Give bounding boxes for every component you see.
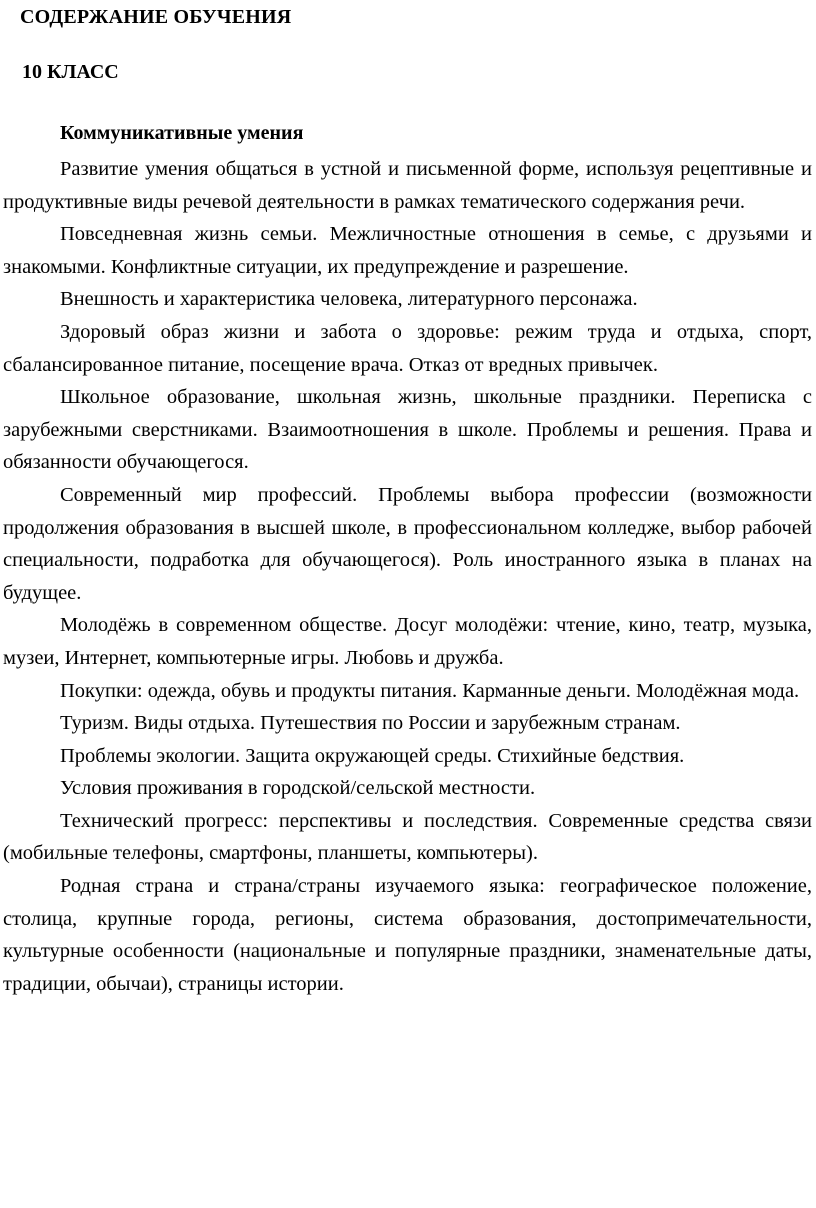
paragraph-shopping: Покупки: одежда, обувь и продукты питания. Карманные деньги. Молодёжная мода. [60, 679, 800, 702]
paragraph-youth: Молодёжь в современном обществе. Досуг молодёжи: чтение, кино, театр, музыка, музеи, Интернет, компьютерные игры. Любовь и дружба. [3, 614, 812, 669]
paragraph-professions: Современный мир профессий. Проблемы выбора профессии (возможности продолжения образования в высшей школе, в профессиональном колледже, выбор рабочей специальности, подработка для обучающегося). Роль иностранного языка в планах на будущее. [3, 483, 812, 604]
paragraph-school-education: Школьное образование, школьная жизнь, школьные праздники. Переписка с зарубежными сверстниками. Взаимоотношения в школе. Проблемы и решения. Права и обязанности обучающегося. [3, 386, 812, 474]
paragraph-healthy-lifestyle: Здоровый образ жизни и забота о здоровье: режим труда и отдыха, спорт, сбалансированное питание, посещение врача. Отказ от вредных привычек. [3, 320, 812, 376]
paragraph-ecology: Проблемы экологии. Защита окружающей среды. Стихийные бедствия. [60, 744, 685, 767]
grade-heading: 10 КЛАСС [22, 61, 119, 83]
document-title: СОДЕРЖАНИЕ ОБУЧЕНИЯ [20, 6, 292, 28]
body-text [3, 153, 812, 1000]
paragraph-family-life: Повседневная жизнь семьи. Межличностные отношения в семье, с друзьями и знакомыми. Конфликтные ситуации, их предупреждение и разрешение. [3, 223, 812, 278]
paragraph-tourism: Туризм. Виды отдыха. Путешествия по России и зарубежным странам. [60, 712, 681, 735]
paragraph-appearance: Внешность и характеристика человека, литературного персонажа. [60, 288, 638, 311]
section-heading: Коммуникативные умения [60, 122, 304, 144]
paragraph-technical-progress: Технический прогресс: перспективы и последствия. Современные средства связи (мобильные телефоны, смартфоны, планшеты, компьютеры). [3, 809, 812, 865]
paragraph-communication-skills: Развитие умения общаться в устной и письменной форме, используя рецептивные и продуктивные виды речевой деятельности в рамках тематического содержания речи. [3, 158, 812, 213]
paragraph-home-country: Родная страна и страна/страны изучаемого языка: географическое положение, столица, крупные города, регионы, система образования, достопримечательности, культурные особенности (национальные и популярные праздники, знаменательные даты, традиции, обычаи), страницы истории. [3, 875, 812, 995]
paragraph-living-conditions: Условия проживания в городской/сельской местности. [60, 777, 536, 800]
